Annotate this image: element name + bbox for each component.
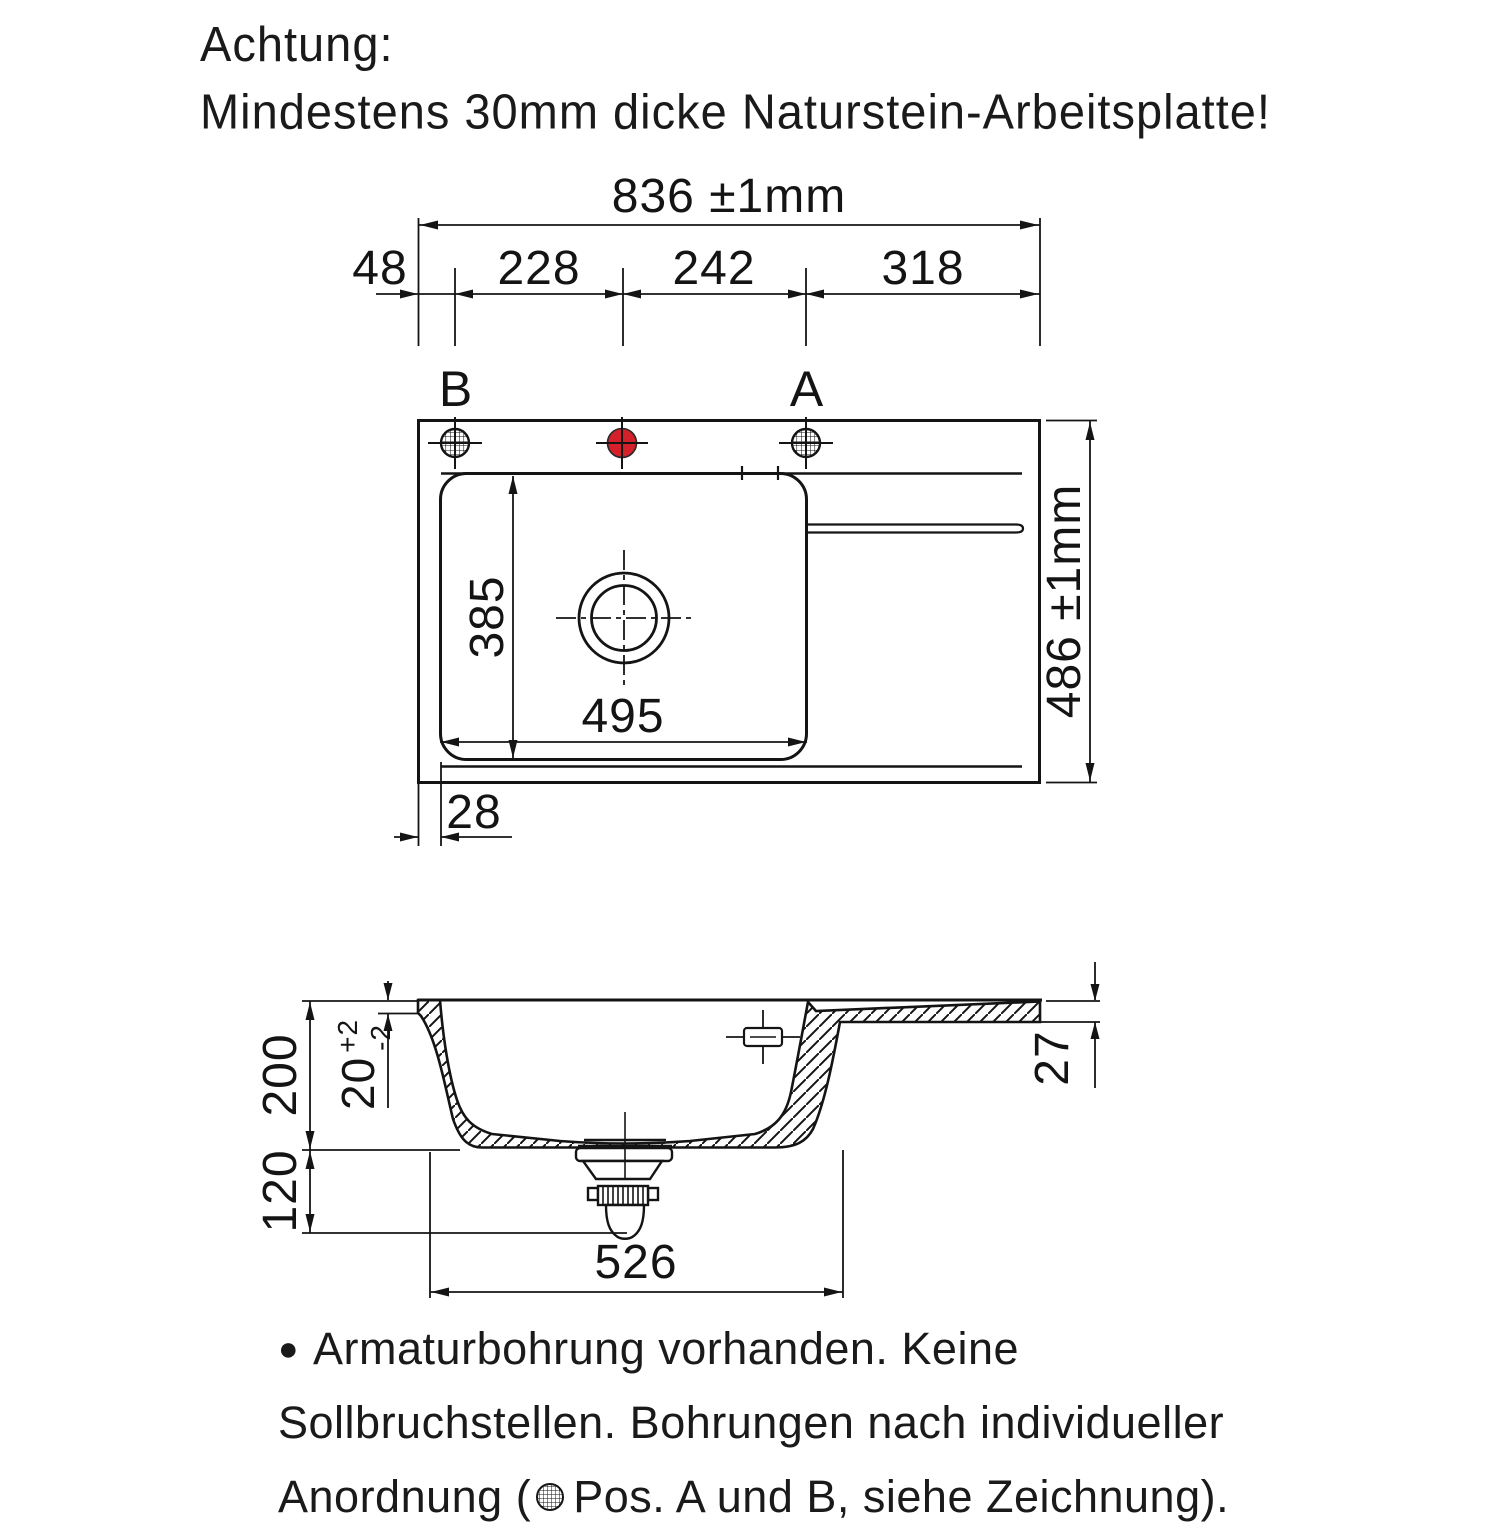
drain-assembly [576, 1112, 672, 1239]
dim-total-width-label: 836 ±1mm [611, 170, 847, 223]
section-cut-body [418, 1000, 1040, 1148]
dim-rim-height-label: $20^{+2}-2$ [332, 1018, 396, 1110]
dim-edge-to-b-label: 48 [352, 242, 408, 295]
dim-b-to-center-label: 228 [497, 242, 581, 295]
dim-basin-depth-label: 385 [461, 575, 514, 659]
tap-hole-center-existing [596, 417, 648, 469]
overflow-marker [726, 1010, 800, 1064]
warning-title: Achtung: [200, 16, 394, 72]
hole-a-label: A [789, 361, 825, 417]
drainboard-groove [807, 525, 1023, 533]
drain-opening [556, 550, 692, 686]
dim-basin-width-label: 495 [581, 690, 665, 743]
tap-hole-a [779, 417, 833, 469]
note-line-3: Anordnung ( Pos. A und B, siehe Zeichnung). [278, 1471, 1230, 1522]
note-line-2: Sollbruchstellen. Bohrungen nach individueller [278, 1397, 1225, 1448]
dim-bowl-width-label: 526 [594, 1236, 678, 1289]
top-view [352, 170, 1097, 846]
section-view [254, 962, 1100, 1298]
dim-total-depth-label: 486 ±1mm [1038, 483, 1091, 719]
dim-rim-offset-label: 28 [446, 786, 502, 839]
dim-drain-depth-label: 120 [254, 1149, 307, 1233]
dim-bowl-height-label: 200 [254, 1033, 307, 1117]
tap-hole-b [428, 417, 482, 469]
hole-b-label: B [438, 361, 474, 417]
dim-center-to-a-label: 242 [672, 242, 756, 295]
footnotes [278, 1312, 1229, 1534]
dim-board-edge-label: 27 [1026, 1030, 1079, 1086]
warning-text: Mindestens 30mm dicke Naturstein-Arbeitsplatte! [200, 83, 1271, 139]
hatched-hole-icon [535, 1482, 565, 1512]
note-line-1: ● Armaturbohrung vorhanden. Keine [278, 1312, 1229, 1386]
dim-a-to-edge-label: 318 [881, 242, 965, 295]
filled-dot-icon: ● [278, 1330, 300, 1368]
